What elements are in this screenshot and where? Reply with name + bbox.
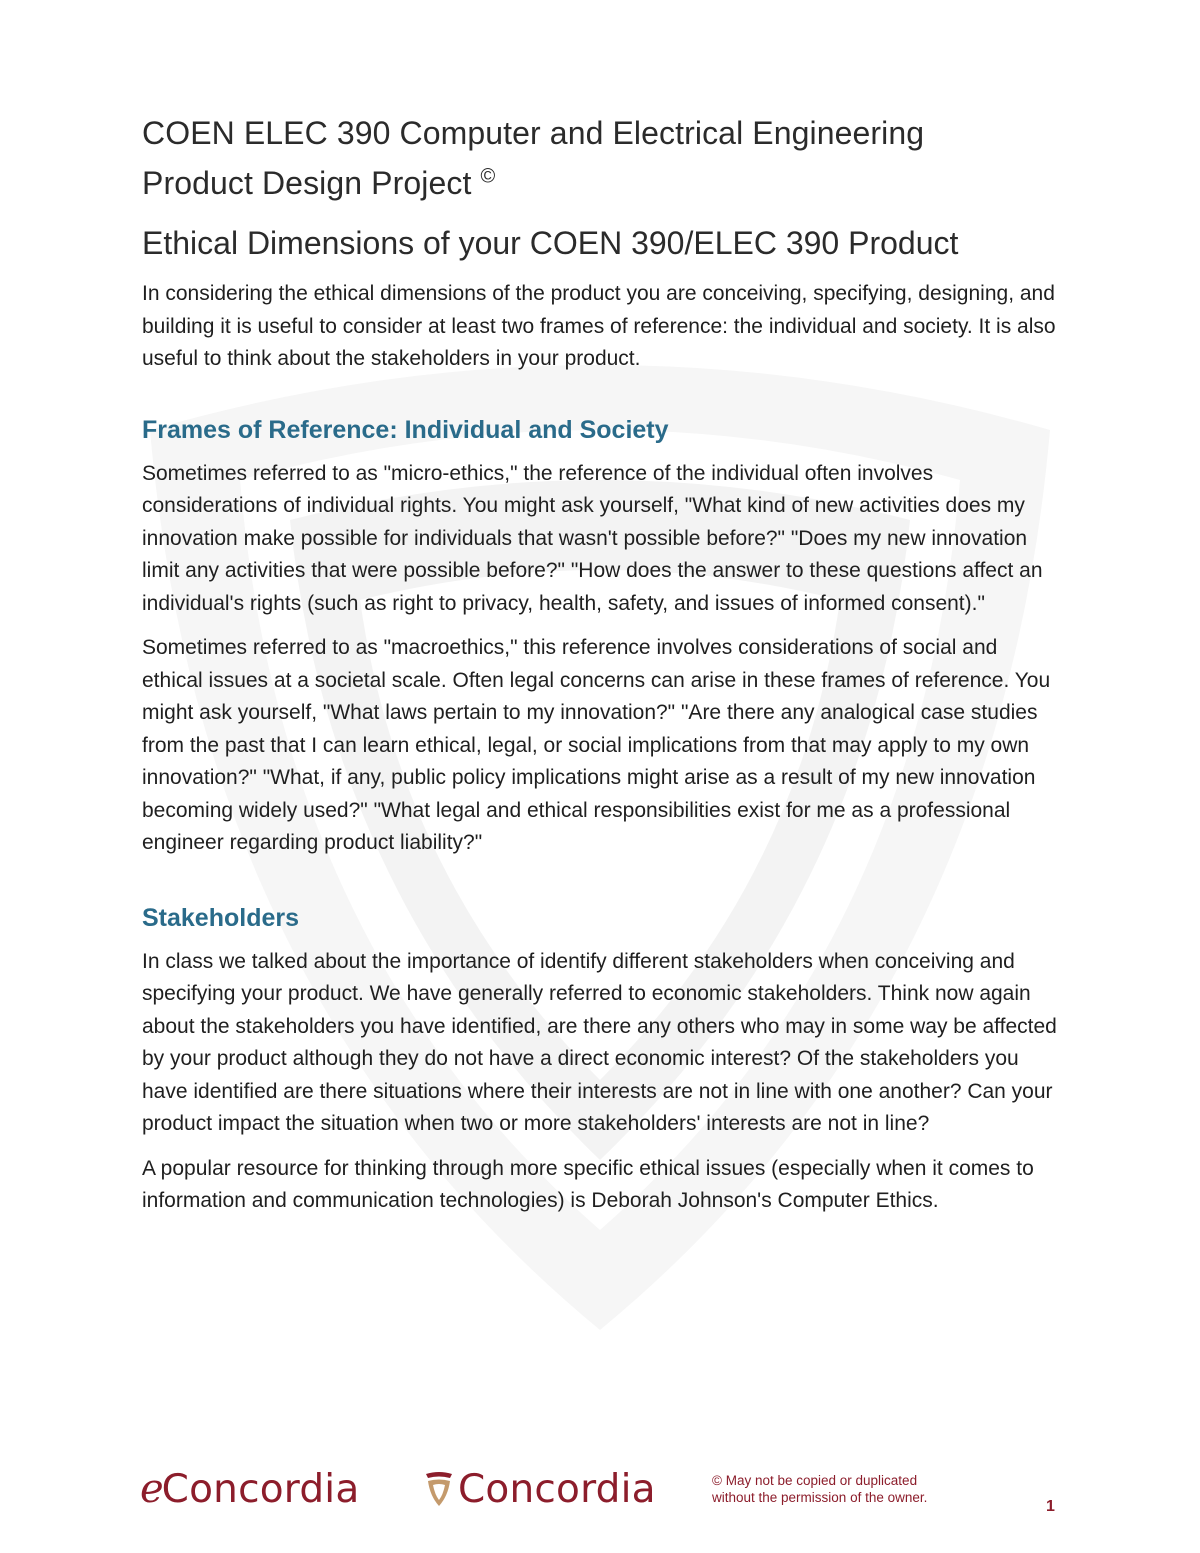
concordia-logo-text: Concordia bbox=[458, 1466, 656, 1512]
document-subtitle: Ethical Dimensions of your COEN 390/ELEC 390 Product bbox=[142, 225, 959, 261]
micro-ethics-paragraph: Sometimes referred to as "micro-ethics," the reference of the individual often involves considerations of individual rights. You might ask yourself, "What kind of new activities does my innovation make possible for individuals that wasn't possible before?" "Does my new innovation limit any activities that were possible before?" "How does the answer to these questions affect an individual's rights (such as right to privacy, health, safety, and issues of informed consent)." bbox=[142, 461, 1043, 615]
econcordia-logo-prefix: e bbox=[140, 1466, 164, 1512]
document-title bbox=[142, 108, 1062, 208]
document-page bbox=[142, 108, 1062, 1218]
notice-line-1: © May not be copied or duplicated bbox=[712, 1473, 918, 1488]
resource-paragraph: A popular resource for thinking through more specific ethical issues (especially when it comes to information and communication technologies) is Deborah Johnson's Computer Ethics. bbox=[142, 1156, 1034, 1212]
concordia-logo bbox=[424, 1466, 656, 1512]
concordia-shield-icon bbox=[424, 1470, 454, 1508]
macroethics-paragraph: Sometimes referred to as "macroethics," this reference involves considerations of social and ethical issues at a societal scale. Often legal concerns can arise in these frames of reference. You might ask yourself, "What laws pertain to my innovation?" "Are there any analogical case studies from the past that I can learn ethical, legal, or social implications from that may apply to my own innovation?" "What, if any, public policy implications might arise as a result of my new innovation becoming widely used?" "What legal and ethical responsibilities exist for me as a professional engineer regarding product liability?" bbox=[142, 636, 1051, 854]
intro-paragraph: In considering the ethical dimensions of the product you are conceiving, specifying, designing, and building it is useful to consider at least two frames of reference: the individual and society. It is also useful to think about the stakeholders in your product. bbox=[142, 282, 1056, 370]
econcordia-logo-text: Concordia bbox=[161, 1466, 360, 1512]
section-heading-stakeholders: Stakeholders bbox=[142, 903, 300, 932]
page-footer bbox=[0, 1462, 1200, 1522]
page-number: 1 bbox=[1046, 1498, 1055, 1515]
section-heading-frames: Frames of Reference: Individual and Society bbox=[142, 415, 669, 444]
copyright-notice bbox=[712, 1472, 927, 1506]
title-line-1: COEN ELEC 390 Computer and Electrical Engineering bbox=[142, 115, 925, 151]
title-line-2: Product Design Project bbox=[142, 165, 472, 201]
notice-line-2: without the permission of the owner. bbox=[712, 1490, 928, 1505]
econcordia-logo bbox=[140, 1466, 359, 1512]
copyright-symbol: © bbox=[480, 165, 496, 188]
stakeholders-paragraph: In class we talked about the importance of identify different stakeholders when conceiving and specifying your product. We have generally referred to economic stakeholders. Think now again about the stakeholders you have identified, are there any others who may in some way be affected by your product although they do not have a direct economic interest? Of the stakeholders you have identified are there situations where their interests are not in line with one another? Can your product impact the situation when two or more stakeholders' interests are not in line? bbox=[142, 949, 1057, 1135]
